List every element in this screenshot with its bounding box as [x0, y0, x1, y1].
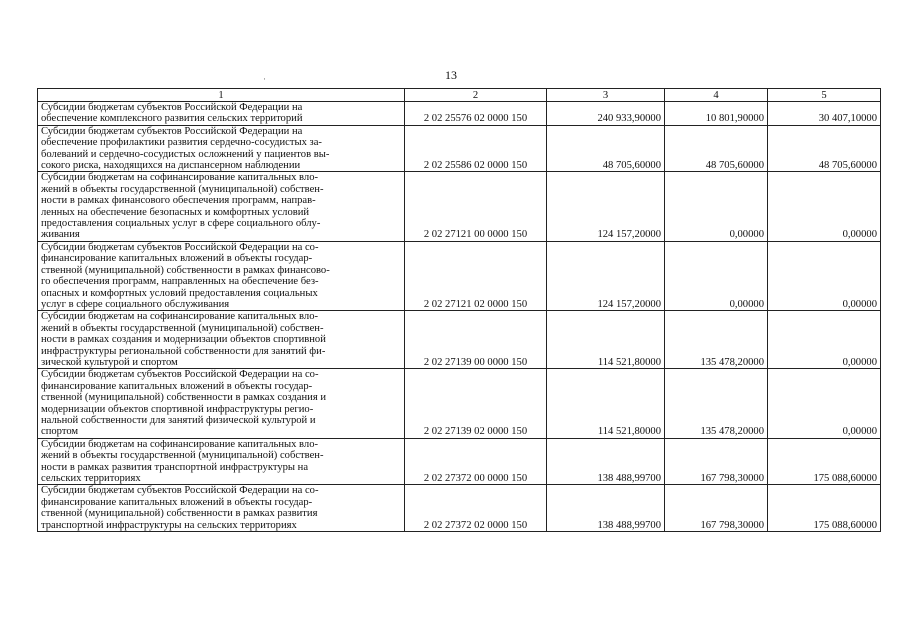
row-value-3: 48 705,60000 — [547, 125, 665, 172]
column-header-1: 1 — [38, 89, 405, 102]
row-description: Субсидии бюджетам субъектов Российской Федерации на со- финансирование капитальных вложений в объекты государ- ственной (муниципальной) собственности в рамках создания и модернизации объектов спортивной инфраструктуры регио- нальной собственности для занятий физической культурой и спортом — [38, 369, 405, 438]
row-value-4: 0,00000 — [665, 172, 768, 241]
table-row — [38, 102, 881, 126]
row-description: Субсидии бюджетам на софинансирование капитальных вло- жений в объекты государственной (муниципальной) собствен- ности в рамках создания и модернизации объектов спортивной инфраструктуры региональной собственности для занятий фи- зической культурой и спортом — [38, 311, 405, 369]
row-code: 2 02 27139 02 0000 150 — [405, 369, 547, 438]
row-value-3: 124 157,20000 — [547, 241, 665, 310]
row-value-4: 0,00000 — [665, 241, 768, 310]
table-row — [38, 485, 881, 532]
row-description: Субсидии бюджетам субъектов Российской Федерации на обеспечение профилактики развития сердечно-сосудистых за- болеваний и сердечно-сосудистых осложнений у пациентов вы- сокого риска, находящихся на диспансерном наблюдении — [38, 125, 405, 172]
row-value-5: 30 407,10000 — [768, 102, 881, 126]
row-description: Субсидии бюджетам субъектов Российской Федерации на со- финансирование капитальных вложений в объекты государ- ственной (муниципальной) собственности в рамках развития транспортной инфраструктуры на сельских территориях — [38, 485, 405, 532]
row-value-5: 0,00000 — [768, 311, 881, 369]
row-value-3: 114 521,80000 — [547, 369, 665, 438]
row-value-3: 114 521,80000 — [547, 311, 665, 369]
column-header-3: 3 — [547, 89, 665, 102]
row-code: 2 02 25576 02 0000 150 — [405, 102, 547, 126]
table-row — [38, 172, 881, 241]
row-value-5: 175 088,60000 — [768, 438, 881, 485]
row-value-5: 0,00000 — [768, 369, 881, 438]
header-row — [38, 89, 881, 102]
column-header-4: 4 — [665, 89, 768, 102]
row-value-5: 175 088,60000 — [768, 485, 881, 532]
row-description: Субсидии бюджетам на софинансирование капитальных вло- жений в объекты государственной (муниципальной) собствен- ности в рамках развития транспортной инфраструктуры на сельских территориях — [38, 438, 405, 485]
budget-table — [37, 88, 881, 532]
scan-speck: · — [263, 74, 266, 84]
row-description: Субсидии бюджетам субъектов Российской Федерации на со- финансирование капитальных вложений в объекты государ- ственной (муниципальной) собственности в рамках финансово- го обеспечения программ, направленных на обеспечение без- опасных и комфортных условий предоставления социальных услуг в сфере социального обслуживания — [38, 241, 405, 310]
row-code: 2 02 27372 02 0000 150 — [405, 485, 547, 532]
column-header-2: 2 — [405, 89, 547, 102]
page-number: 13 — [445, 68, 457, 82]
row-value-5: 0,00000 — [768, 241, 881, 310]
row-code: 2 02 27121 02 0000 150 — [405, 241, 547, 310]
row-value-3: 240 933,90000 — [547, 102, 665, 126]
row-value-4: 135 478,20000 — [665, 311, 768, 369]
row-value-4: 48 705,60000 — [665, 125, 768, 172]
column-header-5: 5 — [768, 89, 881, 102]
row-code: 2 02 27121 00 0000 150 — [405, 172, 547, 241]
row-value-3: 138 488,99700 — [547, 485, 665, 532]
table-row — [38, 311, 881, 369]
row-value-4: 10 801,90000 — [665, 102, 768, 126]
row-description: Субсидии бюджетам на софинансирование капитальных вло- жений в объекты государственной (муниципальной) собствен- ности в рамках финансового обеспечения программ, направ- ленных на обеспечение безопасных и комфортных условий предоставления социальных услуг в сфере социального облу- живания — [38, 172, 405, 241]
table-row — [38, 241, 881, 310]
row-value-3: 138 488,99700 — [547, 438, 665, 485]
row-description: Субсидии бюджетам субъектов Российской Федерации на обеспечение комплексного развития сельских территорий — [38, 102, 405, 126]
row-code: 2 02 27372 00 0000 150 — [405, 438, 547, 485]
row-code: 2 02 27139 00 0000 150 — [405, 311, 547, 369]
row-value-3: 124 157,20000 — [547, 172, 665, 241]
table-row — [38, 369, 881, 438]
row-code: 2 02 25586 02 0000 150 — [405, 125, 547, 172]
row-value-5: 48 705,60000 — [768, 125, 881, 172]
table-row — [38, 438, 881, 485]
row-value-4: 167 798,30000 — [665, 438, 768, 485]
table-row — [38, 125, 881, 172]
row-value-4: 167 798,30000 — [665, 485, 768, 532]
row-value-5: 0,00000 — [768, 172, 881, 241]
row-value-4: 135 478,20000 — [665, 369, 768, 438]
